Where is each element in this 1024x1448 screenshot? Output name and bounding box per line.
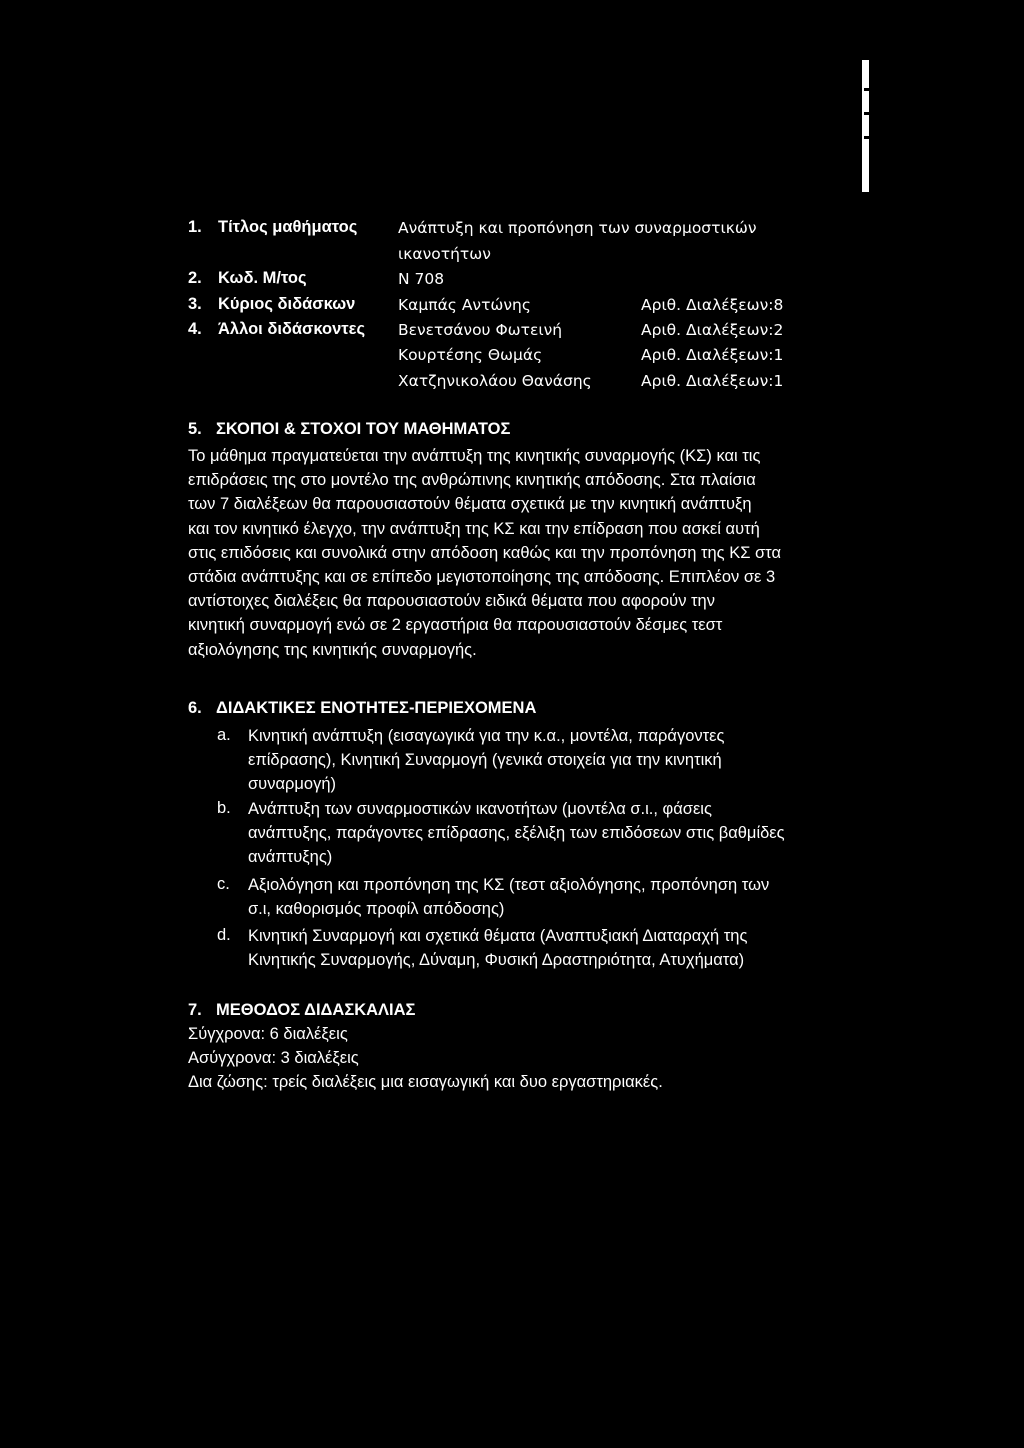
body-line: στις επιδόσεις και συνολικά στην απόδοση καθώς και την προπόνηση της ΚΣ στα bbox=[188, 543, 781, 562]
section-5-number: 5. bbox=[188, 420, 202, 438]
unit-line: επίδρασης), Κινητική Συναρμογή (γενικά στοιχεία για την κινητική bbox=[248, 751, 722, 770]
item-2-number: 2. bbox=[188, 269, 202, 287]
unit-line: Ανάπτυξη των συναρμοστικών ικανοτήτων (μοντέλα σ.ι., φάσεις bbox=[248, 800, 712, 818]
item-4-label: Άλλοι διδάσκοντες bbox=[218, 320, 366, 338]
unit-c-marker: c. bbox=[217, 875, 230, 893]
section-6-heading: ΔΙΔΑΚΤΙΚΕΣ ΕΝΟΤΗΤΕΣ-ΠΕΡΙΕΧΟΜΕΝΑ bbox=[216, 699, 537, 717]
item-2-value: Ν 708 bbox=[398, 270, 445, 288]
margin-bar bbox=[862, 60, 869, 192]
body-line: κινητική συναρμογή ενώ σε 2 εργαστήρια θα παρουσιαστούν δέσμες τεστ bbox=[188, 616, 723, 635]
item-1-value-cont: ικανοτήτων bbox=[398, 245, 491, 263]
body-line: αξιολόγησης της κινητικής συναρμογής. bbox=[188, 640, 477, 659]
margin-bar-notch bbox=[864, 112, 869, 115]
method-line: Σύγχρονα: 6 διαλέξεις bbox=[188, 1025, 348, 1043]
teacher-name: Κουρτέσης Θωμάς bbox=[398, 346, 543, 364]
item-1-number: 1. bbox=[188, 218, 202, 236]
body-line: Το μάθημα πραγματεύεται την ανάπτυξη της κινητικής συναρμογής (ΚΣ) και τις bbox=[188, 447, 761, 465]
item-3-lecture-count: Αριθ. Διαλέξεων:8 bbox=[641, 296, 784, 314]
item-1-label: Τίτλος μαθήματος bbox=[218, 218, 358, 236]
unit-line: ανάπτυξης, παράγοντες επίδρασης, εξέλιξη των επιδόσεων στις βαθμίδες bbox=[248, 824, 785, 843]
unit-b-text bbox=[248, 797, 888, 870]
body-line: επιδράσεις της στο μοντέλο της ανθρώπινης κινητικής απόδοσης. Στα πλαίσια bbox=[188, 471, 756, 490]
unit-line: σ.ι, καθορισμός προφίλ απόδοσης) bbox=[248, 900, 505, 919]
section-5-heading: ΣΚΟΠΟΙ & ΣΤΟΧΟΙ ΤΟΥ ΜΑΘΗΜΑΤΟΣ bbox=[216, 420, 511, 438]
section-6-number: 6. bbox=[188, 699, 202, 717]
unit-a-text bbox=[248, 724, 888, 797]
unit-d-marker: d. bbox=[217, 926, 231, 944]
unit-b-marker: b. bbox=[217, 799, 231, 817]
method-line: Δια ζώσης: τρείς διαλέξεις μια εισαγωγική και δυο εργαστηριακές. bbox=[188, 1073, 663, 1092]
body-line: και τον κινητικό έλεγχο, την ανάπτυξη της ΚΣ και την επίδραση που ασκεί αυτή bbox=[188, 519, 760, 538]
teacher-lecture-count: Αριθ. Διαλέξεων:1 bbox=[641, 372, 784, 390]
item-2-label: Κωδ. Μ/τος bbox=[218, 269, 307, 287]
body-line: αντίστοιχες διαλέξεις θα παρουσιαστούν ειδικά θέματα που αφορούν την bbox=[188, 592, 715, 611]
margin-bar-notch bbox=[864, 136, 869, 139]
section-7-heading: ΜΕΘΟΔΟΣ ΔΙΔΑΣΚΑΛΙΑΣ bbox=[216, 1001, 416, 1019]
body-line: των 7 διαλέξεων θα παρουσιαστούν θέματα σχετικά με την κινητική ανάπτυξη bbox=[188, 495, 752, 514]
item-3-number: 3. bbox=[188, 295, 202, 313]
unit-line: Αξιολόγηση και προπόνηση της ΚΣ (τεστ αξιολόγησης, προπόνηση των bbox=[248, 876, 770, 894]
item-3-value: Καμπάς Αντώνης bbox=[398, 296, 531, 314]
teacher-lecture-count: Αριθ. Διαλέξεων:1 bbox=[641, 346, 784, 364]
item-1-value: Ανάπτυξη και προπόνηση των συναρμοστικών bbox=[398, 219, 757, 237]
section-7-body bbox=[188, 1022, 878, 1095]
unit-line: ανάπτυξης) bbox=[248, 848, 333, 867]
unit-line: Κινητική ανάπτυξη (εισαγωγικά για την κ.α., μοντέλα, παράγοντες bbox=[248, 727, 725, 745]
section-5-body bbox=[188, 444, 878, 662]
unit-line: Κινητικής Συναρμογής, Δύναμη, Φυσική Δραστηριότητα, Ατυχήματα) bbox=[248, 951, 745, 970]
item-4-number: 4. bbox=[188, 320, 202, 338]
unit-line: Κινητική Συναρμογή και σχετικά θέματα (Αναπτυξιακή Διαταραχή της bbox=[248, 927, 748, 945]
unit-c-text bbox=[248, 873, 888, 921]
unit-d-text bbox=[248, 924, 888, 972]
teacher-lecture-count: Αριθ. Διαλέξεων:2 bbox=[641, 321, 784, 339]
teacher-name: Βενετσάνου Φωτεινή bbox=[398, 321, 563, 339]
item-3-label: Κύριος διδάσκων bbox=[218, 295, 356, 313]
section-7-number: 7. bbox=[188, 1001, 202, 1019]
method-line: Ασύγχρονα: 3 διαλέξεις bbox=[188, 1049, 359, 1068]
unit-line: συναρμογή) bbox=[248, 775, 336, 794]
body-line: στάδια ανάπτυξης και σε επίπεδο μεγιστοποίησης της απόδοσης. Επιπλέον σε 3 bbox=[188, 568, 776, 587]
teacher-name: Χατζηνικολάου Θανάσης bbox=[398, 372, 592, 390]
margin-bar-notch bbox=[864, 88, 869, 91]
unit-a-marker: a. bbox=[217, 726, 231, 744]
